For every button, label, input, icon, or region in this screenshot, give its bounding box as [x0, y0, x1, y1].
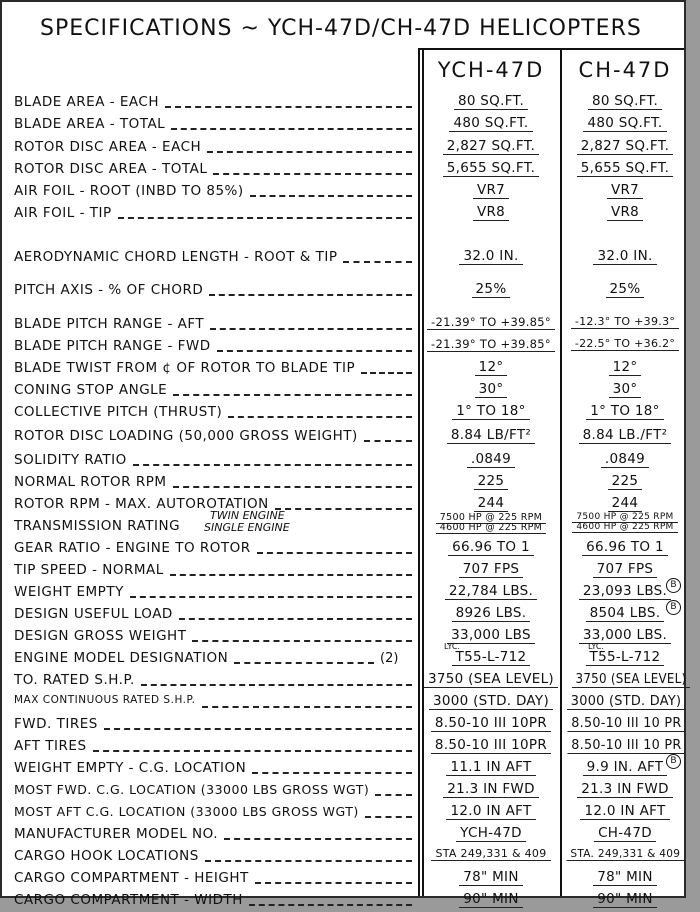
ch47d-value: 1° TO 18°	[564, 403, 686, 419]
twin-engine-note: TWIN ENGINE	[210, 509, 285, 522]
spec-label: NORMAL ROTOR RPM	[14, 474, 167, 490]
ych47d-value: 8.50-10 III 10PR	[422, 737, 560, 753]
spec-row	[2, 780, 684, 802]
ych47d-value: 12.0 IN AFT	[422, 803, 560, 819]
ych47d-value: 25%	[422, 281, 560, 297]
ch47d-value-single-engine: 4600 HP @ 225 RPM	[564, 522, 686, 532]
spec-row	[2, 137, 684, 159]
leader-dashes	[93, 750, 412, 752]
spec-label: MOST AFT C.G. LOCATION (33000 LBS GROSS WGT)	[14, 804, 359, 819]
ych47d-value: 80 SQ.FT.	[422, 93, 560, 109]
spec-row	[2, 890, 684, 912]
leader-dashes	[364, 440, 412, 442]
ch47d-value: 25%	[564, 281, 686, 297]
leader-dashes	[202, 706, 412, 708]
ych47d-value: 8.50-10 III 10PR	[422, 715, 560, 731]
leader-dashes	[257, 552, 412, 554]
spec-row	[2, 380, 684, 402]
spec-row	[2, 509, 684, 538]
spec-row	[2, 114, 684, 136]
ych47d-value: VR7	[422, 182, 560, 198]
spec-label: TO. RATED S.H.P.	[14, 672, 135, 688]
ych47d-value: 30°	[422, 381, 560, 397]
single-engine-note: SINGLE ENGINE	[204, 521, 290, 534]
ch47d-value: 23,093 LBS.	[564, 583, 686, 599]
ych47d-value: 244	[422, 495, 560, 511]
leader-dashes	[118, 217, 412, 219]
spec-row	[2, 280, 684, 302]
spec-label: TRANSMISSION RATING	[14, 518, 181, 534]
manufacturer-prefix-ch47d: LYC.	[588, 642, 604, 651]
spec-row	[2, 402, 684, 424]
ych47d-value: 225	[422, 473, 560, 489]
ch47d-value: 90" MIN	[564, 891, 686, 907]
leader-dashes	[165, 106, 412, 108]
spec-label: BLADE PITCH RANGE - AFT	[14, 316, 205, 332]
ch47d-value: 3750 (SEA LEVEL)	[564, 671, 686, 688]
spec-label: ROTOR DISC AREA - TOTAL	[14, 161, 208, 177]
spec-label: AIR FOIL - ROOT (INBD TO 85%)	[14, 183, 244, 199]
ch47d-value: 21.3 IN FWD	[564, 781, 686, 797]
ych47d-value: 90" MIN	[422, 891, 560, 907]
spec-row	[2, 642, 684, 670]
leader-dashes	[252, 772, 412, 774]
ch47d-value: 244	[564, 495, 686, 511]
leader-dashes	[361, 372, 412, 374]
leader-dashes	[217, 350, 412, 352]
ch47d-value: STA. 249,331 & 409	[564, 847, 686, 861]
spec-label: PITCH AXIS - % OF CHORD	[14, 282, 204, 298]
spec-label: ROTOR DISC LOADING (50,000 GROSS WEIGHT)	[14, 428, 358, 444]
spec-label: GEAR RATIO - ENGINE TO ROTOR	[14, 540, 251, 556]
leader-dashes	[192, 640, 412, 642]
ych47d-value: 11.1 IN AFT	[422, 759, 560, 775]
spec-row	[2, 314, 684, 336]
ch47d-value: -12.3° TO +39.3°	[564, 315, 686, 328]
ch47d-value: 30°	[564, 381, 686, 397]
spec-row	[2, 538, 684, 560]
leader-dashes	[207, 151, 412, 153]
leader-dashes	[365, 816, 412, 818]
ych47d-value: -21.39° TO +39.85°	[422, 315, 560, 329]
spec-row	[2, 472, 684, 494]
column-header-ych47d: YCH-47D	[437, 58, 545, 82]
leader-dashes	[249, 904, 412, 906]
spec-row	[2, 714, 684, 736]
spec-row	[2, 203, 684, 225]
spec-label: CARGO HOOK LOCATIONS	[14, 848, 199, 864]
spec-label: DESIGN GROSS WEIGHT	[14, 628, 187, 644]
spec-label: COLLECTIVE PITCH (THRUST)	[14, 404, 223, 420]
leader-dashes	[275, 508, 412, 510]
leader-dashes	[170, 574, 412, 576]
leader-dashes	[255, 882, 412, 884]
ch47d-value: 225	[564, 473, 686, 489]
spec-row	[2, 736, 684, 758]
ch47d-value: 12°	[564, 359, 686, 375]
spec-label: WEIGHT EMPTY	[14, 584, 124, 600]
spec-label: CARGO COMPARTMENT - HEIGHT	[14, 870, 249, 886]
spec-row	[2, 604, 684, 626]
footnote-mark: B	[666, 600, 681, 615]
spec-label: BLADE TWIST FROM ¢ OF ROTOR TO BLADE TIP	[14, 360, 356, 376]
spec-label: DESIGN USEFUL LOAD	[14, 606, 173, 622]
spec-label: AIR FOIL - TIP	[14, 205, 112, 221]
ych47d-value: 480 SQ.FT.	[422, 115, 560, 131]
spec-label: BLADE PITCH RANGE - FWD	[14, 338, 211, 354]
header-rule	[420, 48, 684, 50]
spec-label: ROTOR DISC AREA - EACH	[14, 139, 202, 155]
spec-row	[2, 159, 684, 181]
ych47d-value: 21.3 IN FWD	[422, 781, 560, 797]
spec-row	[2, 626, 684, 648]
footnote-mark: B	[666, 578, 681, 593]
leader-dashes	[130, 596, 412, 598]
ych47d-value: 7500 HP @ 225 RPM	[422, 512, 560, 523]
spec-label: SOLIDITY RATIO	[14, 452, 127, 468]
ych47d-value: 5,655 SQ.FT.	[422, 160, 560, 176]
leader-dashes	[210, 328, 412, 330]
spec-label: MANUFACTURER MODEL NO.	[14, 826, 219, 842]
leader-dashes	[173, 486, 412, 488]
ch47d-value: 707 FPS	[564, 561, 686, 577]
engine-count-note: (2)	[380, 651, 399, 666]
page-title: SPECIFICATIONS ~ YCH-47D/CH-47D HELICOPTERS	[40, 16, 642, 41]
ch47d-value: 480 SQ.FT.	[564, 115, 686, 131]
spec-row	[2, 181, 684, 203]
spec-row	[2, 670, 687, 692]
ch47d-value: 8.50-10 III 10 PR	[564, 737, 686, 754]
spec-row	[2, 92, 684, 114]
footnote-mark: B	[666, 754, 681, 769]
leader-dashes	[250, 195, 412, 197]
spec-label: TIP SPEED - NORMAL	[14, 562, 164, 578]
leader-dashes	[171, 128, 412, 130]
spec-row	[2, 846, 684, 868]
spec-label: ENGINE MODEL DESIGNATION	[14, 650, 229, 666]
ch47d-value: 66.96 TO 1	[564, 539, 686, 555]
ych47d-value-single-engine: 4600 HP @ 225 RPM	[422, 522, 560, 533]
ch47d-value: 9.9 IN. AFT	[564, 759, 686, 775]
leader-dashes	[228, 416, 412, 418]
spec-row	[2, 582, 684, 604]
leader-dashes	[141, 684, 412, 686]
ch47d-value: 7500 HP @ 225 RPM	[564, 512, 686, 522]
ych47d-value: 66.96 TO 1	[422, 539, 560, 555]
ch47d-value: 2,827 SQ.FT.	[564, 138, 686, 154]
ch47d-value: 8.84 LB./FT²	[564, 427, 686, 443]
column-header-ch47d: CH-47D	[578, 58, 672, 82]
spec-row	[2, 336, 684, 358]
ch47d-value: 8504 LBS.	[564, 605, 686, 621]
leader-dashes	[224, 838, 412, 840]
spec-label: AERODYNAMIC CHORD LENGTH - ROOT & TIP	[14, 249, 338, 265]
spec-label: MOST FWD. C.G. LOCATION (33000 LBS GROSS WGT)	[14, 782, 370, 797]
ych47d-value: 33,000 LBS	[422, 627, 560, 643]
leader-dashes	[234, 662, 374, 664]
ch47d-value: VR8	[564, 204, 686, 220]
ch47d-value: 80 SQ.FT.	[564, 93, 686, 109]
leader-dashes	[133, 464, 412, 466]
ych47d-value: 3750 (SEA LEVEL)	[422, 671, 560, 687]
spec-row	[2, 758, 684, 780]
ych47d-value: T55-L-712	[422, 649, 560, 665]
ych47d-value: 2,827 SQ.FT.	[422, 138, 560, 154]
ych47d-value: YCH-47D	[422, 825, 560, 841]
spec-row	[2, 426, 684, 448]
ych47d-value: VR8	[422, 204, 560, 220]
leader-dashes	[104, 728, 412, 730]
ych47d-value: .0849	[422, 451, 560, 467]
ych47d-value: 8.84 LB/FT²	[422, 427, 560, 443]
ych47d-value: 78" MIN	[422, 869, 560, 885]
spec-row	[2, 450, 684, 472]
ych47d-value: 707 FPS	[422, 561, 560, 577]
ych47d-value: 12°	[422, 359, 560, 375]
leader-dashes	[213, 173, 412, 175]
spec-label: WEIGHT EMPTY - C.G. LOCATION	[14, 760, 247, 776]
spec-row	[2, 560, 684, 582]
spec-label: ROTOR RPM - MAX. AUTOROTATION	[14, 496, 269, 512]
leader-dashes	[209, 294, 412, 296]
ch47d-value: .0849	[564, 451, 686, 467]
spec-label: FWD. TIRES	[14, 716, 98, 732]
ych47d-value: 22,784 LBS.	[422, 583, 560, 599]
ch47d-value: 33,000 LBS.	[564, 627, 686, 643]
leader-dashes	[343, 261, 412, 263]
ch47d-value: 8.50-10 III 10 PR	[564, 715, 686, 732]
ch47d-value: -22.5° TO +36.2°	[564, 337, 686, 350]
ych47d-value: 8926 LBS.	[422, 605, 560, 621]
spec-label: BLADE AREA - EACH	[14, 94, 159, 110]
leader-dashes	[205, 860, 412, 862]
spec-row	[2, 868, 684, 890]
leader-dashes	[173, 394, 412, 396]
ych47d-value: STA 249,331 & 409	[422, 847, 560, 860]
ch47d-value: 3000 (STD. DAY)	[564, 693, 686, 710]
spec-row	[2, 247, 684, 269]
ych47d-value: -21.39° TO +39.85°	[422, 337, 560, 351]
spec-label: MAX CONTINUOUS RATED S.H.P.	[14, 694, 196, 706]
ch47d-value: CH-47D	[564, 825, 686, 841]
ch47d-value: 32.0 IN.	[564, 248, 686, 264]
spec-label: BLADE AREA - TOTAL	[14, 116, 166, 132]
spec-label: CARGO COMPARTMENT - WIDTH	[14, 892, 243, 908]
spec-row	[2, 824, 684, 846]
ch47d-value: 78" MIN	[564, 869, 686, 885]
ych47d-value: 1° TO 18°	[422, 403, 560, 419]
ch47d-value: 12.0 IN AFT	[564, 803, 686, 819]
ych47d-value: 3000 (STD. DAY)	[422, 693, 560, 709]
ych47d-value: 32.0 IN.	[422, 248, 560, 264]
spec-row	[2, 802, 684, 824]
spec-row	[2, 692, 684, 714]
ch47d-value: T55-L-712	[564, 649, 686, 665]
spec-row	[2, 358, 684, 380]
manufacturer-prefix: LYC.	[444, 642, 460, 651]
ch47d-value: VR7	[564, 182, 686, 198]
spec-label: AFT TIRES	[14, 738, 87, 754]
ch47d-value: 5,655 SQ.FT.	[564, 160, 686, 176]
leader-dashes	[179, 618, 412, 620]
leader-dashes	[375, 794, 412, 796]
spec-label: CONING STOP ANGLE	[14, 382, 168, 398]
